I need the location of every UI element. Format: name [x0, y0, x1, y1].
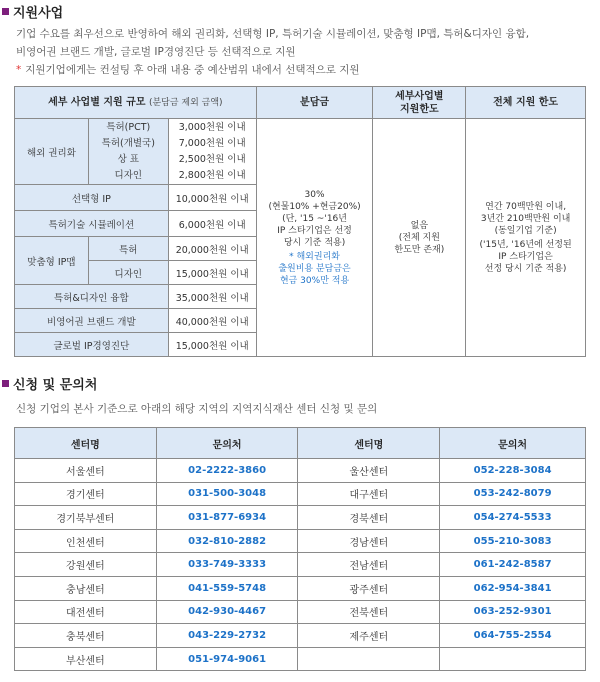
phone-number: 043-229-2732 — [156, 624, 298, 648]
select-ip-amount: 10,000천원 이내 — [168, 185, 256, 211]
ipmap-patent-label: 특허 — [88, 237, 168, 261]
phone-number — [440, 647, 586, 671]
phone-number: 033-749-3333 — [156, 553, 298, 577]
ipmap-design-label: 디자인 — [88, 261, 168, 285]
table-row — [15, 553, 586, 577]
phone-number: 02-2222-3860 — [156, 459, 298, 483]
simulation-amount: 6,000천원 이내 — [168, 211, 256, 237]
support-section-title: 지원사업 — [2, 2, 63, 21]
header-phone-left: 문의처 — [156, 428, 298, 459]
phone-number: 061-242-8587 — [440, 553, 586, 577]
phone-number: 032-810-2882 — [156, 529, 298, 553]
bullet-square-icon — [2, 380, 9, 387]
ipmap-design-amount: 15,000천원 이내 — [168, 261, 256, 285]
global-amount: 15,000천원 이내 — [168, 333, 256, 357]
center-name: 강원센터 — [15, 553, 157, 577]
table-row — [15, 529, 586, 553]
table-row — [15, 459, 586, 483]
phone-number: 064-755-2554 — [440, 624, 586, 648]
total-cell: 연간 70백만원 이내, 3년간 210백만원 이내 (동일기업 기준) ('15년, '16년에 선정된 IP 스타기업은 선정 당시 기준 적용) — [466, 119, 586, 357]
global-label: 글로벌 IP경영진단 — [15, 333, 169, 357]
center-name: 경기북부센터 — [15, 506, 157, 530]
phone-number: 031-500-3048 — [156, 482, 298, 506]
share-cell: 30% (현물10% +현금20%) (단, '15 ~'16년 IP 스타기업은 선정 당시 기준 적용) * 해외권리화 출원비용 분담금은 현금 30%만 적용 — [256, 119, 373, 357]
contact-section-title: 신청 및 문의처 — [2, 374, 97, 393]
bullet-square-icon — [2, 8, 9, 15]
support-description-line1: 기업 수요를 최우선으로 반영하여 해외 권리화, 선택형 IP, 특허기술 시뮬레이션, 맞춤형 IP맵, 특허&디자인 융합, — [16, 28, 530, 40]
phone-number: 062-954-3841 — [440, 576, 586, 600]
support-scale-table — [14, 86, 586, 357]
center-name: 제주센터 — [298, 624, 440, 648]
select-ip-label: 선택형 IP — [15, 185, 169, 211]
contact-description: 신청 기업의 본사 기준으로 아래의 해당 지역의 지역지식재산 센터 신청 및 문의 — [16, 403, 378, 415]
table-row — [15, 506, 586, 530]
center-name: 충남센터 — [15, 576, 157, 600]
center-name: 대전센터 — [15, 600, 157, 624]
center-name: 충북센터 — [15, 624, 157, 648]
phone-number: 053-242-8079 — [440, 482, 586, 506]
table-row — [15, 647, 586, 671]
ipmap-label: 맞춤형 IP맵 — [15, 237, 89, 285]
header-phone-right: 문의처 — [440, 428, 586, 459]
table-row — [15, 624, 586, 648]
brand-amount: 40,000천원 이내 — [168, 309, 256, 333]
center-name: 울산센터 — [298, 459, 440, 483]
phone-number: 051-974-9061 — [156, 647, 298, 671]
fusion-label: 특허&디자인 융합 — [15, 285, 169, 309]
table-row — [15, 482, 586, 506]
phone-number: 054-274-5533 — [440, 506, 586, 530]
overseas-items: 특허(PCT) 특허(개별국) 상 표 디자인 — [88, 119, 168, 185]
overseas-amounts: 3,000천원 이내 7,000천원 이내 2,500천원 이내 2,800천원 이내 — [168, 119, 256, 185]
table-row — [15, 576, 586, 600]
header-scale: 세부 사업별 지원 규모 (분담금 제외 금액) — [15, 87, 257, 119]
fusion-amount: 35,000천원 이내 — [168, 285, 256, 309]
phone-number: 055-210-3083 — [440, 529, 586, 553]
center-name — [298, 647, 440, 671]
overseas-label: 해외 권리화 — [15, 119, 89, 185]
header-center-right: 센터명 — [298, 428, 440, 459]
header-total: 전체 지원 한도 — [466, 87, 586, 119]
center-name: 경남센터 — [298, 529, 440, 553]
center-name: 인천센터 — [15, 529, 157, 553]
asterisk-icon: * — [16, 64, 22, 76]
center-name: 서울센터 — [15, 459, 157, 483]
header-center-left: 센터명 — [15, 428, 157, 459]
center-name: 부산센터 — [15, 647, 157, 671]
center-name: 대구센터 — [298, 482, 440, 506]
table-row — [15, 600, 586, 624]
support-description-line2: 비영어권 브랜드 개발, 글로벌 IP경영진단 등 선택적으로 지원 — [16, 46, 296, 58]
header-share: 분담금 — [256, 87, 373, 119]
center-name: 광주센터 — [298, 576, 440, 600]
center-name: 경기센터 — [15, 482, 157, 506]
phone-number: 042-930-4467 — [156, 600, 298, 624]
header-limit: 세부사업별 지원한도 — [373, 87, 466, 119]
center-name: 전북센터 — [298, 600, 440, 624]
phone-number: 063-252-9301 — [440, 600, 586, 624]
center-name: 경북센터 — [298, 506, 440, 530]
phone-number: 031-877-6934 — [156, 506, 298, 530]
support-note: * 지원기업에게는 컨설팅 후 아래 내용 중 예산범위 내에서 선택적으로 지원 — [16, 64, 360, 76]
simulation-label: 특허기술 시뮬레이션 — [15, 211, 169, 237]
ipmap-patent-amount: 20,000천원 이내 — [168, 237, 256, 261]
center-name: 전남센터 — [298, 553, 440, 577]
limit-cell: 없음 (전체 지원 한도만 존재) — [373, 119, 466, 357]
phone-number: 041-559-5748 — [156, 576, 298, 600]
phone-number: 052-228-3084 — [440, 459, 586, 483]
brand-label: 비영어권 브랜드 개발 — [15, 309, 169, 333]
contact-table — [14, 427, 586, 671]
